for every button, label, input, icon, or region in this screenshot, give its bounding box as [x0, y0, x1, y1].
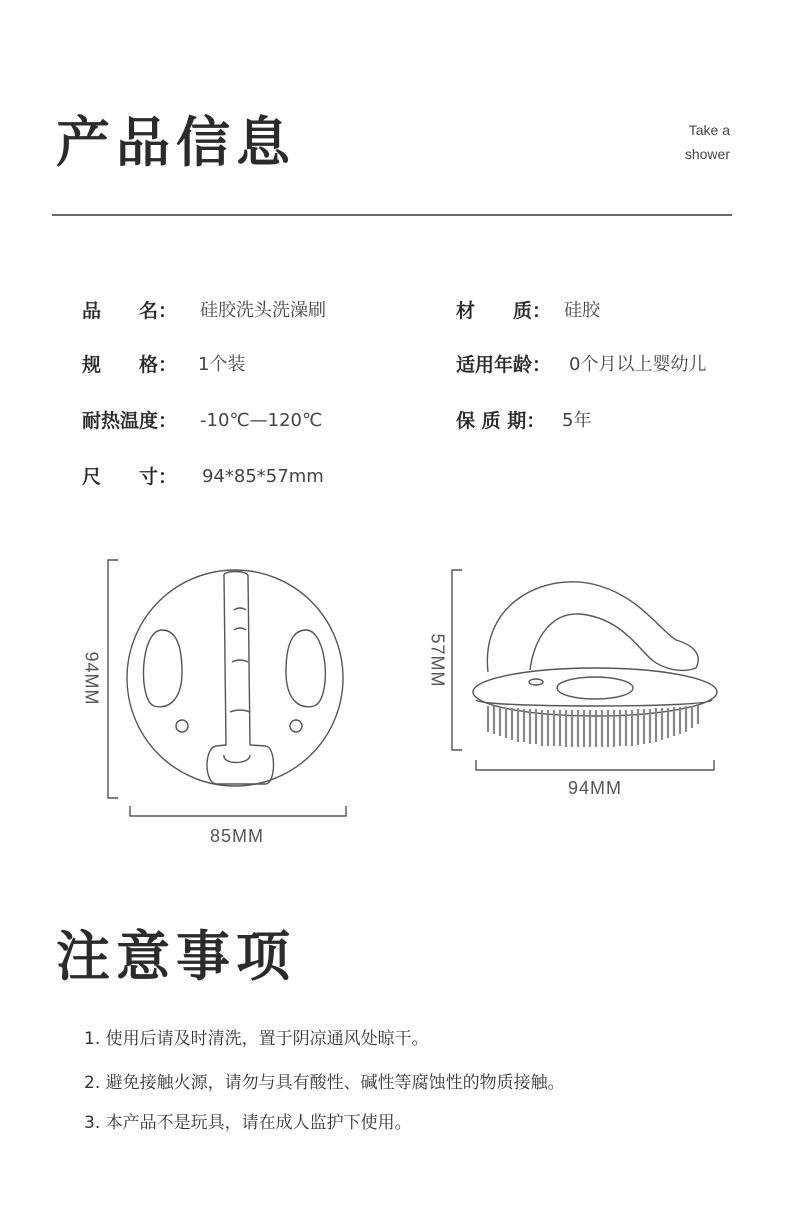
note-item-3: 3. 本产品不是玩具，请在成人监护下使用。 [84, 1113, 412, 1133]
side-width-bracket [474, 758, 718, 774]
tagline [685, 118, 730, 166]
notes-title: 注意事项 [56, 925, 296, 988]
spec-material-value: 硅胶 [564, 300, 600, 321]
spec-shelf-life-label: 保 质 期： [456, 410, 546, 432]
spec-dimension-value: 94*85*57mm [202, 466, 324, 487]
spec-size-value: 1个装 [198, 354, 246, 375]
tagline-line-2: shower [684, 146, 730, 162]
spec-dimension-label: 尺 寸： [82, 466, 178, 488]
spec-shelf-life-value: 5年 [562, 410, 592, 431]
front-height-label: 94MM [81, 651, 102, 706]
spec-name-value: 硅胶洗头洗澡刷 [200, 300, 326, 321]
side-height-label: 57MM [427, 633, 448, 688]
spec-size-label: 规 格： [82, 354, 178, 376]
spec-name-label: 品 名： [82, 300, 178, 322]
front-width-bracket [128, 804, 350, 820]
spec-material-label: 材 质： [456, 300, 552, 322]
spec-temperature-value: -10℃—120℃ [200, 410, 323, 431]
side-view-diagram [440, 560, 730, 780]
note-item-2: 2. 避免接触火源，请勿与具有酸性、碱性等腐蚀性的物质接触。 [84, 1073, 565, 1093]
product-info-title: 产品信息 [56, 111, 296, 174]
front-view-diagram [100, 550, 360, 810]
spec-age-value: 0个月以上婴幼儿 [569, 354, 707, 375]
note-item-1: 1. 使用后请及时清洗，置于阴凉通风处晾干。 [84, 1029, 429, 1049]
front-width-label: 85MM [210, 826, 265, 846]
tagline-line-1: Take a [688, 122, 730, 138]
divider [52, 214, 732, 216]
side-width-label: 94MM [568, 778, 623, 798]
spec-temperature-label: 耐热温度： [82, 410, 178, 432]
spec-age-label: 适用年龄： [456, 354, 552, 376]
